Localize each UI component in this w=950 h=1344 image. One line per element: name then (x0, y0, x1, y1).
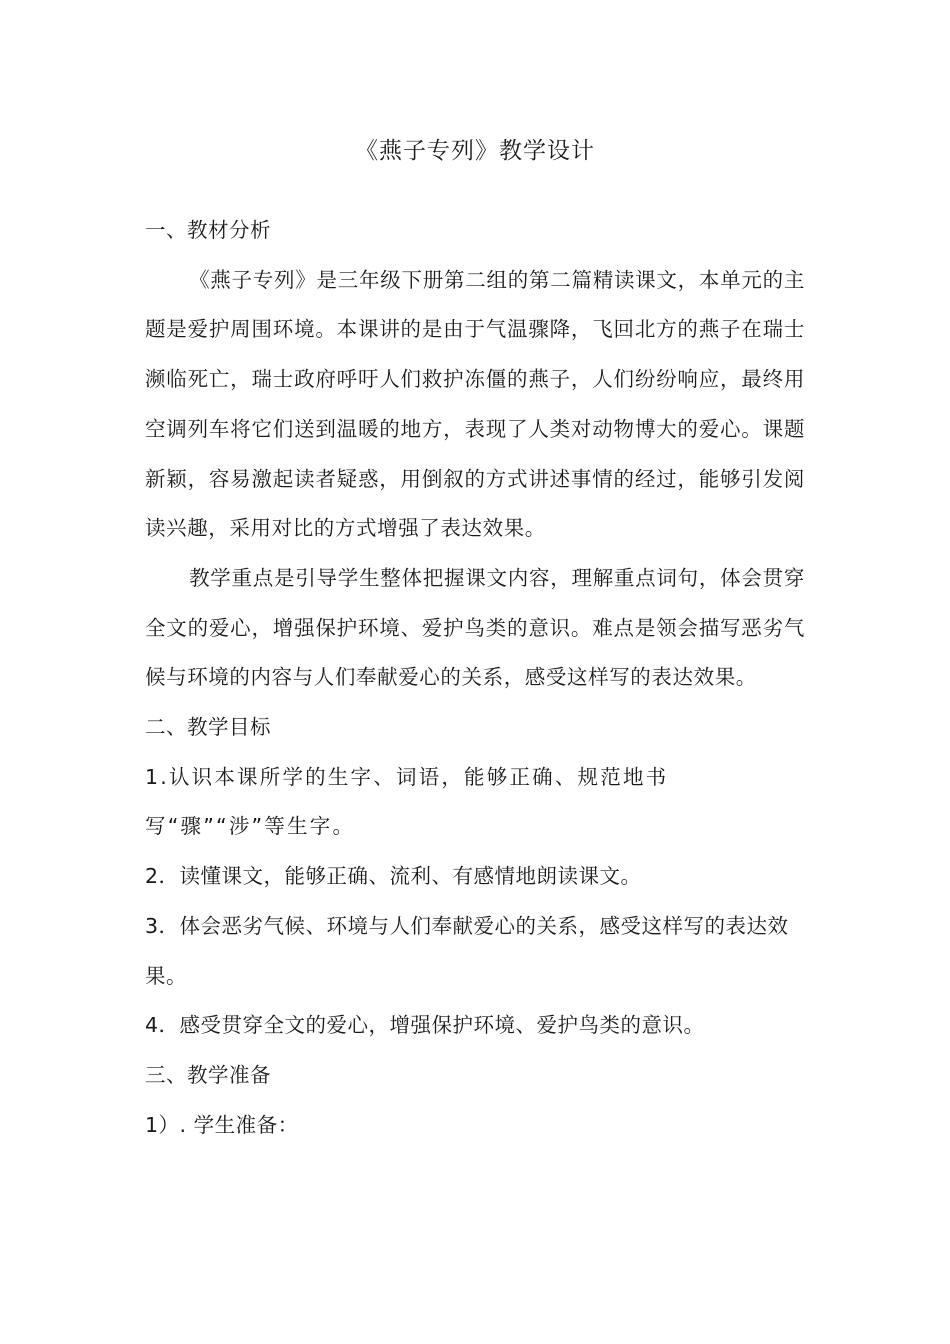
section-heading-textbook-analysis: 一、教材分析 (145, 218, 271, 242)
paragraph-teaching-focus: 教学重点是引导学生整体把握课文内容，理解重点词句，体会贯穿全文的爱心，增强保护环境、爱护鸟类的意识。难点是领会描写恶劣气候与环境的内容与人们奉献爱心的关系，感受这样写的表达效果。 (145, 565, 805, 690)
goal-item-3: 3．体会恶劣气候、环境与人们奉献爱心的关系，感受这样写的表达效果。 (145, 913, 789, 988)
document-body (145, 206, 805, 1150)
section-heading-teaching-preparation: 三、教学准备 (145, 1062, 271, 1087)
section-heading-teaching-goals: 二、教学目标 (145, 715, 271, 740)
preparation-item-1: 1）. 学生准备： (145, 1112, 299, 1137)
goal-item-1: 1.认识本课所学的生字、词语，能够正确、规范地书写“骤”“涉”等生字。 (145, 764, 669, 839)
goal-item-4: 4．感受贯穿全文的爱心，增强保护环境、爱护鸟类的意识。 (145, 1013, 705, 1038)
document-title: 《燕子专列》教学设计 (355, 138, 595, 164)
paragraph-textbook-analysis: 《燕子专列》是三年级下册第二组的第二篇精读课文，本单元的主题是爱护周围环境。本课讲的是由于气温骤降，飞回北方的燕子在瑞士濒临死亡，瑞士政府呼吁人们救护冻僵的燕子，人们纷纷响应，最终用空调列车将它们送到温暖的地方，表现了人类对动物博大的爱心。课题新颖，容易激起读者疑惑，用倒叙的方式讲述事情的经过，能够引发阅读兴趣，采用对比的方式增强了表达效果。 (145, 267, 805, 541)
goal-item-2: 2．读懂课文，能够正确、流利、有感情地朗读课文。 (145, 864, 642, 889)
